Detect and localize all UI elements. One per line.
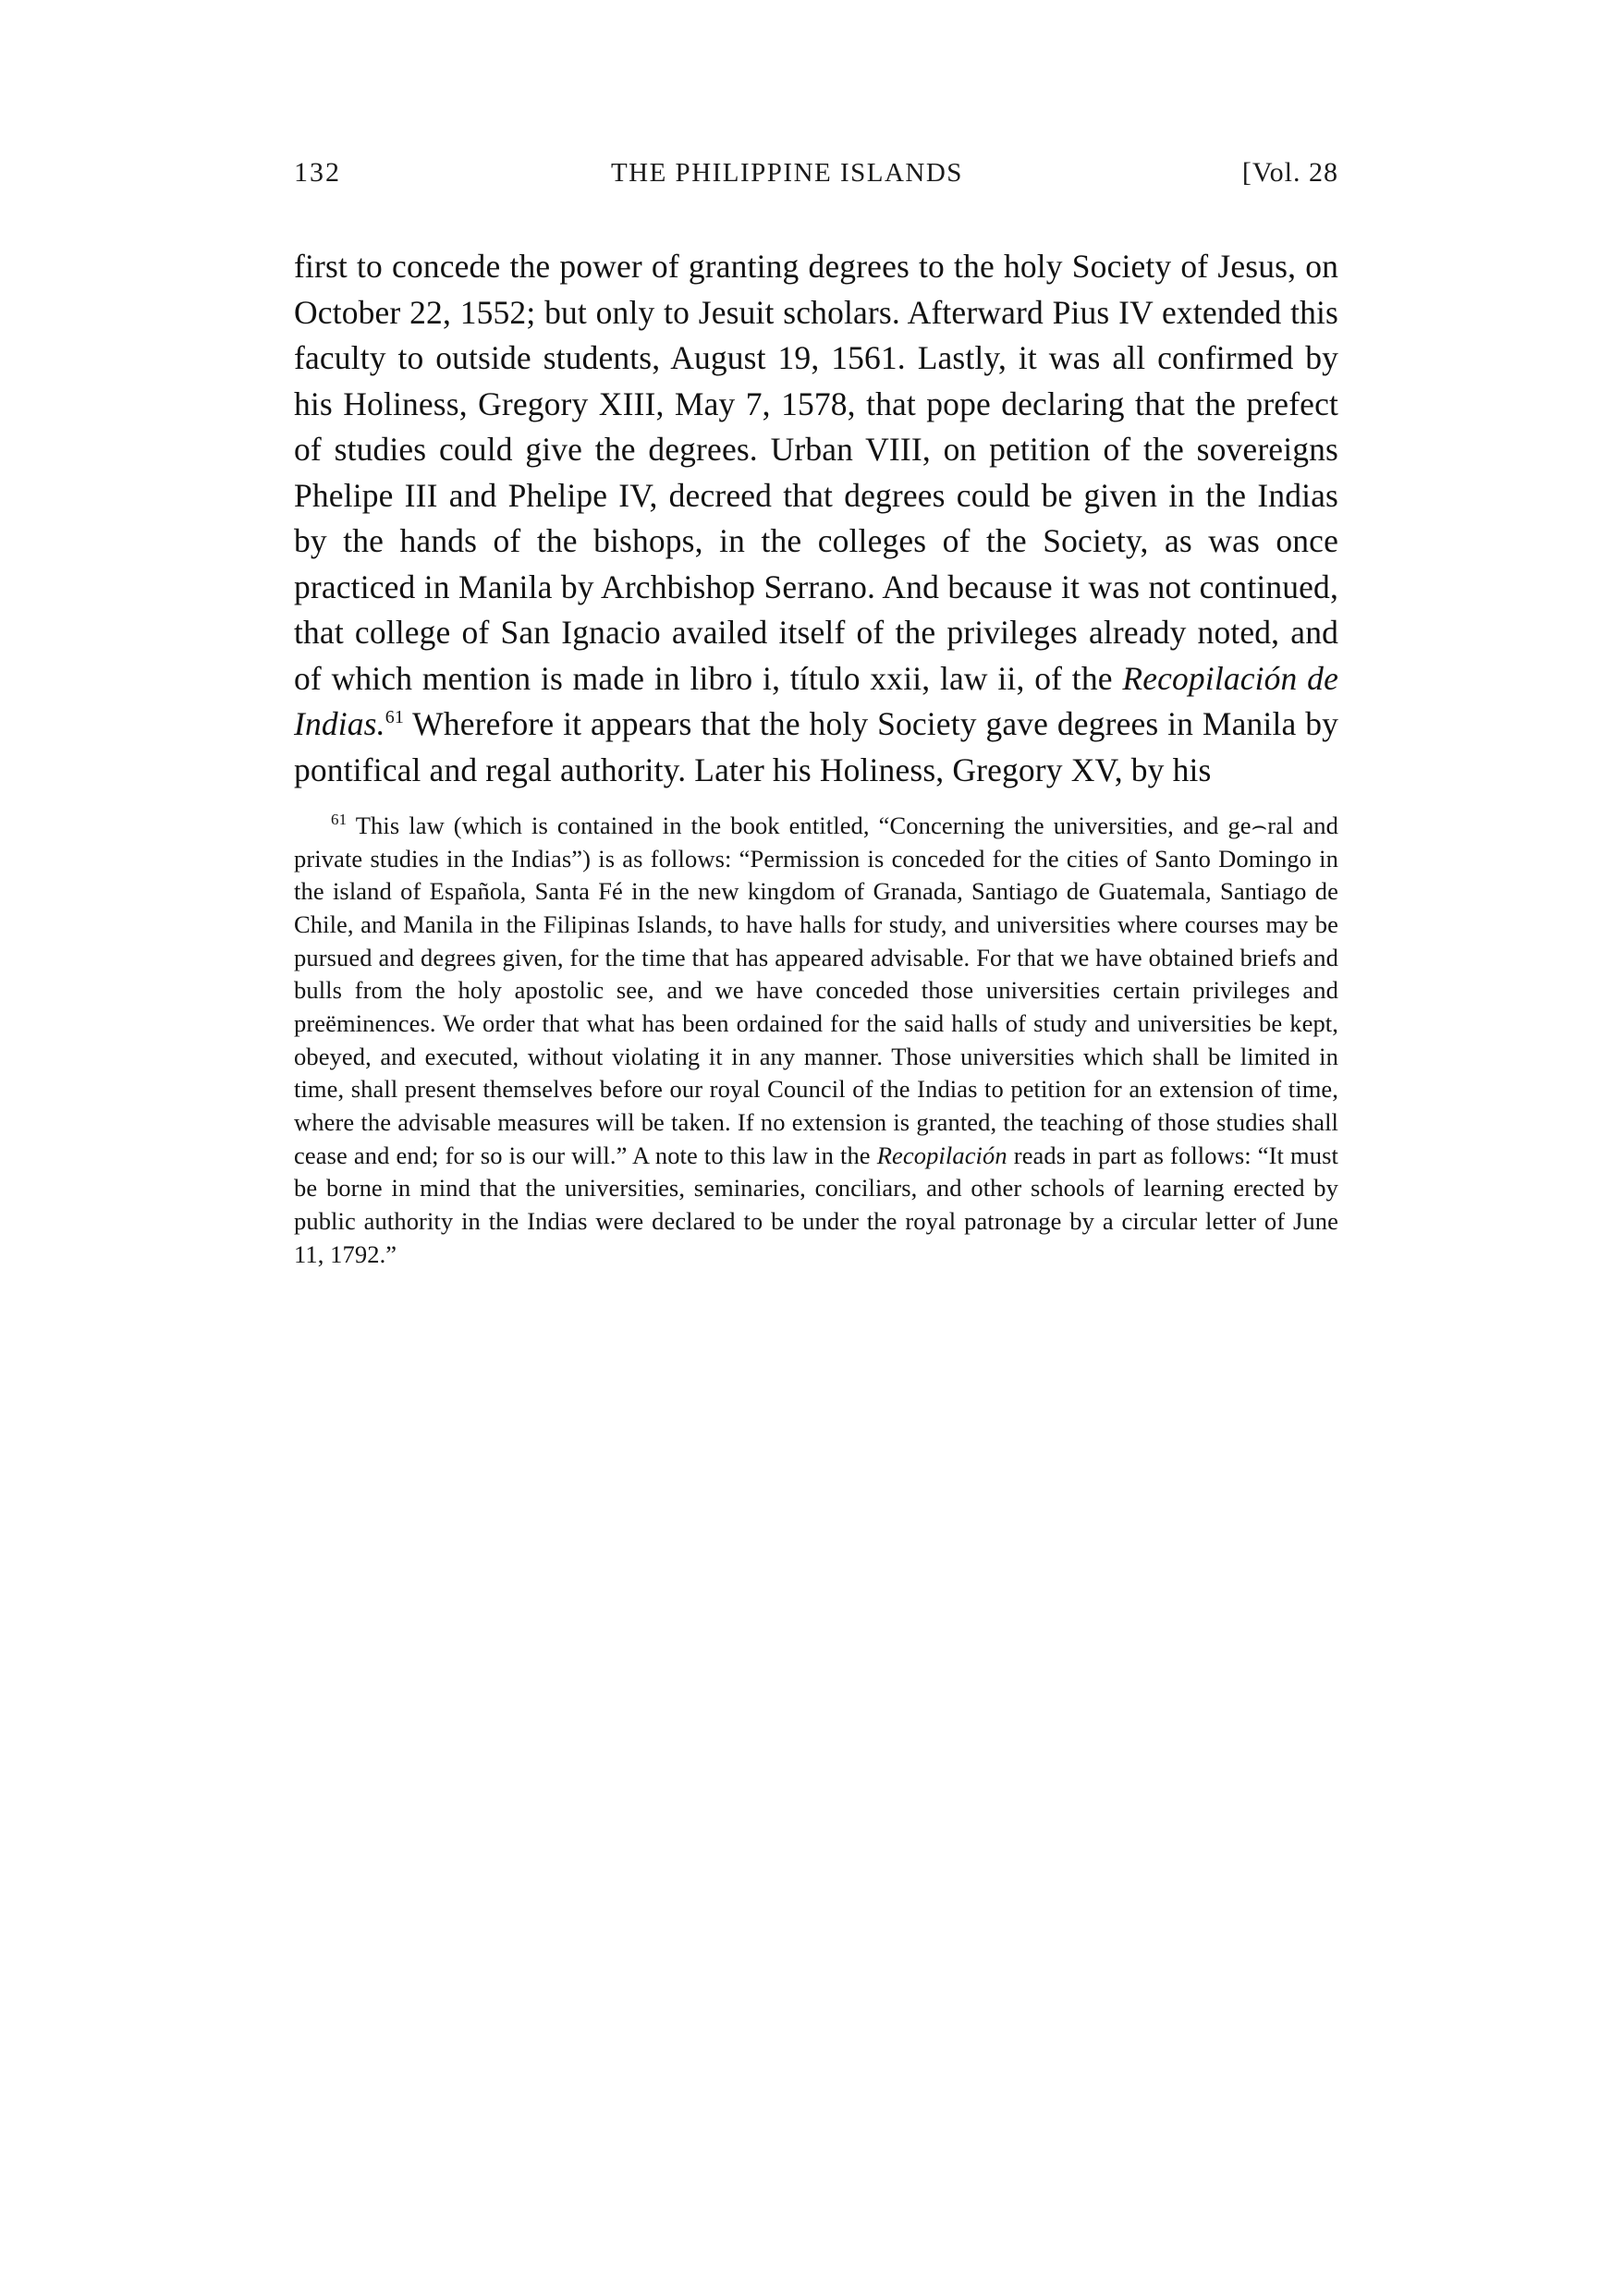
- body-text-part-1: first to concede the power of granting degrees to the holy Society of Jesus, on October 22, 1552; but only to Jesuit scholars. Afterward Pius IV extended this faculty to outside students, August 19, 1561. Lastly, it was all confirmed by his Holiness, Gregory XIII, May 7, 1578, that pope declaring that the prefect of studies could give the degrees. Urban VIII, on petition of the sovereigns Phelipe III and Phelipe IV, decreed that degrees could be given in the Indias by the hands of the bishops, in the colleges of the Society, as was once practiced in Manila by Archbishop Serrano. And because it was not continued, that college of San Ignacio availed itself of the privileges already noted, and of which mention is made in libro i, título xxii, law ii, of the: [294, 248, 1338, 697]
- footnote-text-part-2: reads in part as follows: “It must be borne in mind that the universities, seminaries, conciliars, and other schools of learning erected by public authority in the Indias were declared to be under the royal patronage by a circular letter of June 11, 1792.”: [294, 1141, 1338, 1268]
- volume-label: [Vol. 28: [1241, 157, 1338, 188]
- footnote-marker: 61: [331, 811, 348, 829]
- page-content: [294, 157, 1338, 1271]
- footnote-reference: 61: [385, 707, 404, 728]
- footnote-block: [294, 810, 1338, 1271]
- running-title: THE PHILIPPINE ISLANDS: [610, 158, 963, 188]
- page-header: [294, 157, 1338, 189]
- body-text-italic-title: Recopilación de Indias.: [294, 659, 1338, 743]
- body-text-part-2: Wherefore it appears that the holy Society gave degrees in Manila by pontifical and regal authority. Later his Holiness, Gregory XV, by his: [294, 705, 1338, 788]
- page-number: 132: [294, 157, 341, 188]
- body-paragraph: [294, 244, 1338, 793]
- footnote-text-part-1: This law (which is contained in the book entitled, “Concerning the universities, and ge⌢ral and private studies in the Indias”) is as follows: “Permission is conceded for the cities of Santo Domingo in the island of Española, Santa Fé in the new kingdom of Granada, Santiago de Guatemala, Santiago de Chile, and Manila in the Filipinas Islands, to have halls for study, and universities where courses may be pursued and degrees given, for the time that has appeared advisable. For that we have obtained briefs and bulls from the holy apostolic see, and we have conceded those universities certain privileges and preëminences. We order that what has been ordained for the said halls of study and universities be kept, obeyed, and executed, without violating it in any manner. Those universities which shall be limited in time, shall present themselves before our royal Council of the Indias to petition for an extension of time, where the advisable measures will be taken. If no extension is granted, the teaching of those studies shall cease and end; for so is our will.” A note to this law in the: [294, 812, 1339, 1169]
- footnote-italic-title: Recopilación: [876, 1141, 1007, 1169]
